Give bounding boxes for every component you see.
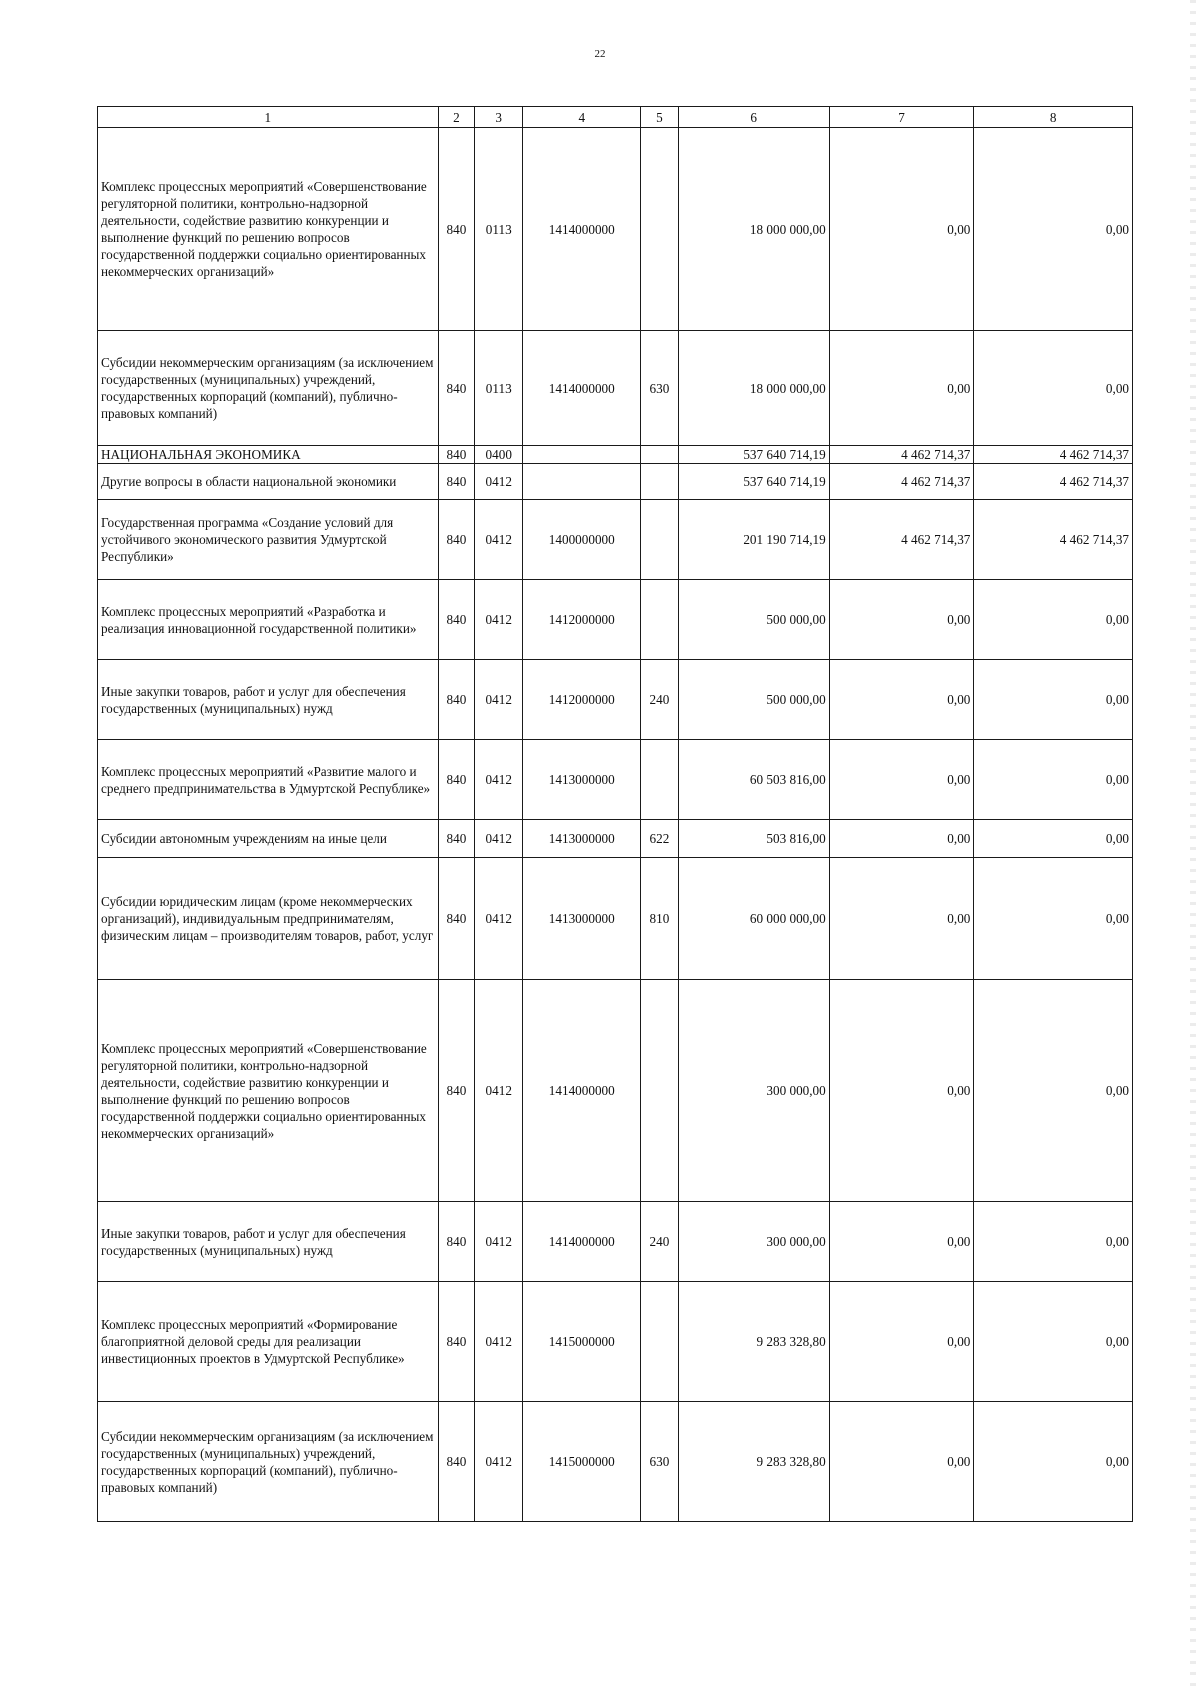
row-target-code: 1414000000: [523, 331, 641, 446]
table-row: [98, 1202, 1133, 1282]
row-section-code: 0412: [475, 580, 523, 660]
row-section-code: 0412: [475, 740, 523, 820]
scan-edge-artifact: [1190, 0, 1196, 1686]
row-target-code: 1414000000: [523, 128, 641, 331]
row-name: Субсидии некоммерческим организациям (за исключением государственных (муниципальных) учреждений, государственных корпораций (компаний), публично-правовых компаний): [98, 1402, 439, 1522]
row-amount-col8: 0,00: [974, 331, 1133, 446]
row-target-code: 1412000000: [523, 660, 641, 740]
row-ministry-code: 840: [438, 740, 474, 820]
row-amount-col6: 9 283 328,80: [678, 1402, 829, 1522]
row-amount-col7: 4 462 714,37: [829, 446, 974, 464]
header-cell-4: 4: [523, 107, 641, 128]
row-target-code: 1415000000: [523, 1402, 641, 1522]
row-amount-col7: 0,00: [829, 128, 974, 331]
header-cell-8: 8: [974, 107, 1133, 128]
row-name: Комплекс процессных мероприятий «Разработка и реализация инновационной государственной политики»: [98, 580, 439, 660]
row-target-code: [523, 446, 641, 464]
row-expense-type: 810: [641, 858, 679, 980]
row-amount-col6: 503 816,00: [678, 820, 829, 858]
row-section-code: 0412: [475, 1402, 523, 1522]
row-amount-col8: 4 462 714,37: [974, 500, 1133, 580]
row-ministry-code: 840: [438, 980, 474, 1202]
table-row: [98, 1282, 1133, 1402]
row-ministry-code: 840: [438, 580, 474, 660]
row-amount-col6: 537 640 714,19: [678, 464, 829, 500]
row-amount-col7: 0,00: [829, 820, 974, 858]
header-cell-5: 5: [641, 107, 679, 128]
row-name: Государственная программа «Создание условий для устойчивого экономического развития Удмуртской Республики»: [98, 500, 439, 580]
row-ministry-code: 840: [438, 1282, 474, 1402]
row-amount-col6: 18 000 000,00: [678, 128, 829, 331]
row-name: Другие вопросы в области национальной экономики: [98, 464, 439, 500]
row-section-code: 0113: [475, 128, 523, 331]
row-amount-col8: 0,00: [974, 128, 1133, 331]
row-ministry-code: 840: [438, 1202, 474, 1282]
table-body: [98, 128, 1133, 1522]
row-amount-col6: 500 000,00: [678, 660, 829, 740]
row-amount-col8: 0,00: [974, 858, 1133, 980]
row-ministry-code: 840: [438, 1402, 474, 1522]
row-target-code: 1414000000: [523, 980, 641, 1202]
row-ministry-code: 840: [438, 446, 474, 464]
row-amount-col7: 0,00: [829, 1282, 974, 1402]
row-amount-col6: 60 503 816,00: [678, 740, 829, 820]
row-amount-col6: 18 000 000,00: [678, 331, 829, 446]
row-amount-col7: 0,00: [829, 1402, 974, 1522]
row-section-code: 0412: [475, 980, 523, 1202]
row-amount-col7: 0,00: [829, 858, 974, 980]
table-row: [98, 446, 1133, 464]
row-section-code: 0412: [475, 1202, 523, 1282]
table-row: [98, 660, 1133, 740]
row-name: Комплекс процессных мероприятий «Формирование благоприятной деловой среды для реализации инвестиционных проектов в Удмуртской Республике»: [98, 1282, 439, 1402]
row-section-code: 0400: [475, 446, 523, 464]
row-expense-type: [641, 580, 679, 660]
row-amount-col6: 9 283 328,80: [678, 1282, 829, 1402]
row-name: Иные закупки товаров, работ и услуг для обеспечения государственных (муниципальных) нужд: [98, 660, 439, 740]
row-amount-col8: 0,00: [974, 1282, 1133, 1402]
row-ministry-code: 840: [438, 331, 474, 446]
budget-table: [97, 106, 1133, 1522]
row-target-code: 1413000000: [523, 858, 641, 980]
row-name: Иные закупки товаров, работ и услуг для обеспечения государственных (муниципальных) нужд: [98, 1202, 439, 1282]
table-row: [98, 500, 1133, 580]
row-ministry-code: 840: [438, 820, 474, 858]
table-header-row: [98, 107, 1133, 128]
row-name: Субсидии юридическим лицам (кроме некоммерческих организаций), индивидуальным предпринимателям, физическим лицам – производителям товаров, работ, услуг: [98, 858, 439, 980]
row-expense-type: [641, 128, 679, 331]
table-row: [98, 464, 1133, 500]
row-amount-col8: 0,00: [974, 980, 1133, 1202]
row-amount-col6: 201 190 714,19: [678, 500, 829, 580]
row-expense-type: 240: [641, 1202, 679, 1282]
row-ministry-code: 840: [438, 500, 474, 580]
row-expense-type: [641, 740, 679, 820]
row-section-code: 0412: [475, 500, 523, 580]
row-amount-col8: 0,00: [974, 1402, 1133, 1522]
row-amount-col6: 300 000,00: [678, 980, 829, 1202]
table-row: [98, 980, 1133, 1202]
row-amount-col7: 0,00: [829, 580, 974, 660]
row-amount-col6: 500 000,00: [678, 580, 829, 660]
row-amount-col7: 0,00: [829, 660, 974, 740]
header-cell-1: 1: [98, 107, 439, 128]
row-expense-type: [641, 446, 679, 464]
row-amount-col7: 4 462 714,37: [829, 464, 974, 500]
row-amount-col8: 0,00: [974, 580, 1133, 660]
row-amount-col8: 0,00: [974, 1202, 1133, 1282]
row-name: Комплекс процессных мероприятий «Развитие малого и среднего предпринимательства в Удмуртской Республике»: [98, 740, 439, 820]
row-ministry-code: 840: [438, 660, 474, 740]
row-expense-type: 630: [641, 331, 679, 446]
header-cell-3: 3: [475, 107, 523, 128]
row-section-code: 0412: [475, 858, 523, 980]
row-target-code: 1414000000: [523, 1202, 641, 1282]
header-cell-7: 7: [829, 107, 974, 128]
row-target-code: 1415000000: [523, 1282, 641, 1402]
row-section-code: 0412: [475, 660, 523, 740]
row-name: Комплекс процессных мероприятий «Совершенствование регуляторной политики, контрольно-надзорной деятельности, содействие развитию конкуренции и выполнение функций по решению вопросов государственной поддержки социально ориентированных некоммерческих организаций»: [98, 980, 439, 1202]
row-amount-col8: 4 462 714,37: [974, 464, 1133, 500]
row-amount-col8: 0,00: [974, 820, 1133, 858]
header-cell-6: 6: [678, 107, 829, 128]
row-name: Комплекс процессных мероприятий «Совершенствование регуляторной политики, контрольно-надзорной деятельности, содействие развитию конкуренции и выполнение функций по решению вопросов государственной поддержки социально ориентированных некоммерческих организаций»: [98, 128, 439, 331]
table-row: [98, 128, 1133, 331]
row-amount-col7: 0,00: [829, 740, 974, 820]
row-expense-type: [641, 500, 679, 580]
row-target-code: [523, 464, 641, 500]
row-amount-col8: 0,00: [974, 660, 1133, 740]
row-amount-col6: 537 640 714,19: [678, 446, 829, 464]
row-expense-type: [641, 464, 679, 500]
row-ministry-code: 840: [438, 128, 474, 331]
table-row: [98, 858, 1133, 980]
row-section-code: 0113: [475, 331, 523, 446]
table-row: [98, 1402, 1133, 1522]
table-row: [98, 740, 1133, 820]
row-amount-col6: 300 000,00: [678, 1202, 829, 1282]
row-section-code: 0412: [475, 464, 523, 500]
row-name: НАЦИОНАЛЬНАЯ ЭКОНОМИКА: [98, 446, 439, 464]
row-ministry-code: 840: [438, 858, 474, 980]
row-amount-col6: 60 000 000,00: [678, 858, 829, 980]
header-cell-2: 2: [438, 107, 474, 128]
row-ministry-code: 840: [438, 464, 474, 500]
page-number: 22: [594, 48, 606, 60]
row-amount-col7: 0,00: [829, 331, 974, 446]
row-target-code: 1413000000: [523, 740, 641, 820]
row-expense-type: [641, 1282, 679, 1402]
row-expense-type: [641, 980, 679, 1202]
row-name: Субсидии автономным учреждениям на иные цели: [98, 820, 439, 858]
row-name: Субсидии некоммерческим организациям (за исключением государственных (муниципальных) учреждений, государственных корпораций (компаний), публично-правовых компаний): [98, 331, 439, 446]
row-amount-col7: 4 462 714,37: [829, 500, 974, 580]
row-section-code: 0412: [475, 1282, 523, 1402]
row-amount-col7: 0,00: [829, 980, 974, 1202]
row-expense-type: 240: [641, 660, 679, 740]
row-target-code: 1412000000: [523, 580, 641, 660]
row-expense-type: 622: [641, 820, 679, 858]
row-section-code: 0412: [475, 820, 523, 858]
row-amount-col8: 0,00: [974, 740, 1133, 820]
table-row: [98, 820, 1133, 858]
row-amount-col8: 4 462 714,37: [974, 446, 1133, 464]
row-target-code: 1400000000: [523, 500, 641, 580]
row-target-code: 1413000000: [523, 820, 641, 858]
row-expense-type: 630: [641, 1402, 679, 1522]
table-row: [98, 331, 1133, 446]
row-amount-col7: 0,00: [829, 1202, 974, 1282]
table-row: [98, 580, 1133, 660]
